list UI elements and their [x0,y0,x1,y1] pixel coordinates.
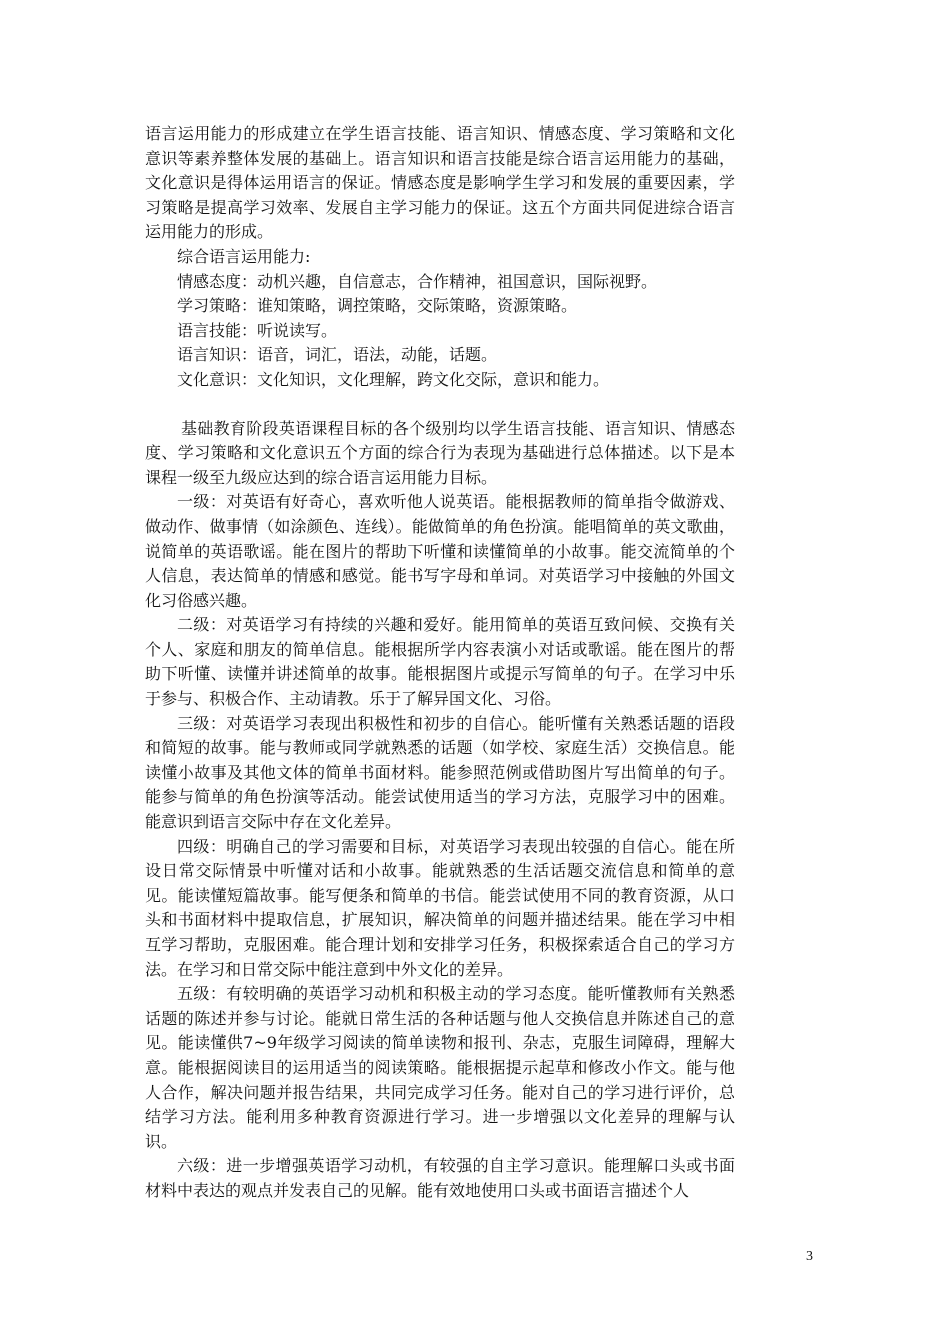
document-body [145,122,735,1204]
ability-item-emotion: 情感态度：动机兴趣，自信意志，合作精神，祖国意识，国际视野。 [177,271,658,291]
level-2-paragraph: 二级：对英语学习有持续的兴趣和爱好。能用简单的英语互致问候、交换有关个人、家庭和朋友的简单信息。能根据所学内容表演小对话或歌谣。能在图片的帮助下听懂、读懂并讲述简单的故事。能根据图片或提示写简单的句子。在学习中乐于参与、积极合作、主动请教。乐于了解异国文化、习俗。 [145,615,735,709]
page-number: 3 [806,1249,813,1264]
level-1-paragraph: 一级：对英语有好奇心，喜欢听他人说英语。能根据教师的简单指令做游戏、做动作、做事情（如涂颜色、连线）。能做简单的角色扮演。能唱简单的英文歌曲，说简单的英语歌谣。能在图片的帮助下听懂和读懂简单的小故事。能交流简单的个人信息，表达简单的情感和感觉。能书写字母和单词。对英语学习中接触的外国文化习俗感兴趣。 [145,492,735,610]
ability-item-strategy: 学习策略：谁知策略，调控策略，交际策略，资源策略。 [177,296,578,316]
level-5-paragraph: 五级：有较明确的英语学习动机和积极主动的学习态度。能听懂教师有关熟悉话题的陈述并参与讨论。能就日常生活的各种话题与他人交换信息并陈述自己的意见。能读懂供7~9年级学习阅读的简单读物和报刊、杂志，克服生词障碍，理解大意。能根据阅读目的运用适当的阅读策略。能根据提示起草和修改小作文。能与他人合作，解决问题并报告结果，共同完成学习任务。能对自己的学习进行评价，总结学习方法。能利用多种教育资源进行学习。进一步增强以文化差异的理解与认识。 [145,984,735,1151]
intro-paragraph: 语言运用能力的形成建立在学生语言技能、语言知识、情感态度、学习策略和文化意识等素养整体发展的基础上。语言知识和语言技能是综合语言运用能力的基础，文化意识是得体运用语言的保证。情感态度是影响学生学习和发展的重要因素，学习策略是提高学习效率、发展自主学习能力的保证。这五个方面共同促进综合语言运用能力的形成。 [145,124,735,242]
level-3-paragraph: 三级：对英语学习表现出积极性和初步的自信心。能听懂有关熟悉话题的语段和简短的故事。能与教师或同学就熟悉的话题（如学校、家庭生活）交换信息。能读懂小故事及其他文体的简单书面材料。能参照范例或借助图片写出简单的句子。能参与简单的角色扮演等活动。能尝试使用适当的学习方法，克服学习中的困难。能意识到语言交际中存在文化差异。 [145,713,735,832]
level-6-paragraph: 六级：进一步增强英语学习动机，有较强的自主学习意识。能理解口头或书面材料中表达的观点并发表自己的见解。能有效地使用口头或书面语言描述个人 [145,1156,735,1200]
ability-heading: 综合语言运用能力: [177,246,311,266]
level-4-paragraph: 四级：明确自己的学习需要和目标，对英语学习表现出较强的自信心。能在所设日常交际情景中听懂对话和小故事。能就熟悉的生活话题交流信息和简单的意见。能读懂短篇故事。能写便条和简单的书信。能尝试使用不同的教育资源，从口头和书面材料中提取信息，扩展知识，解决简单的问题并描述结果。能在学习中相互学习帮助，克服困难。能合理计划和安排学习任务，积极探索适合自己的学习方法。在学习和日常交际中能注意到中外文化的差异。 [145,836,735,979]
ability-item-knowledge: 语言知识：语音，词汇，语法，动能，话题。 [177,345,498,365]
ability-item-skills: 语言技能：听说读写。 [177,320,338,340]
paragraph-spacer [145,393,735,417]
goals-intro-paragraph: 基础教育阶段英语课程目标的各个级别均以学生语言技能、语言知识、情感态度、学习策略和文化意识五个方面的综合行为表现为基础进行总体描述。以下是本课程一级至九级应达到的综合语言运用能力目标。 [145,418,735,487]
ability-item-culture: 文化意识：文化知识，文化理解，跨文化交际，意识和能力。 [177,369,610,389]
